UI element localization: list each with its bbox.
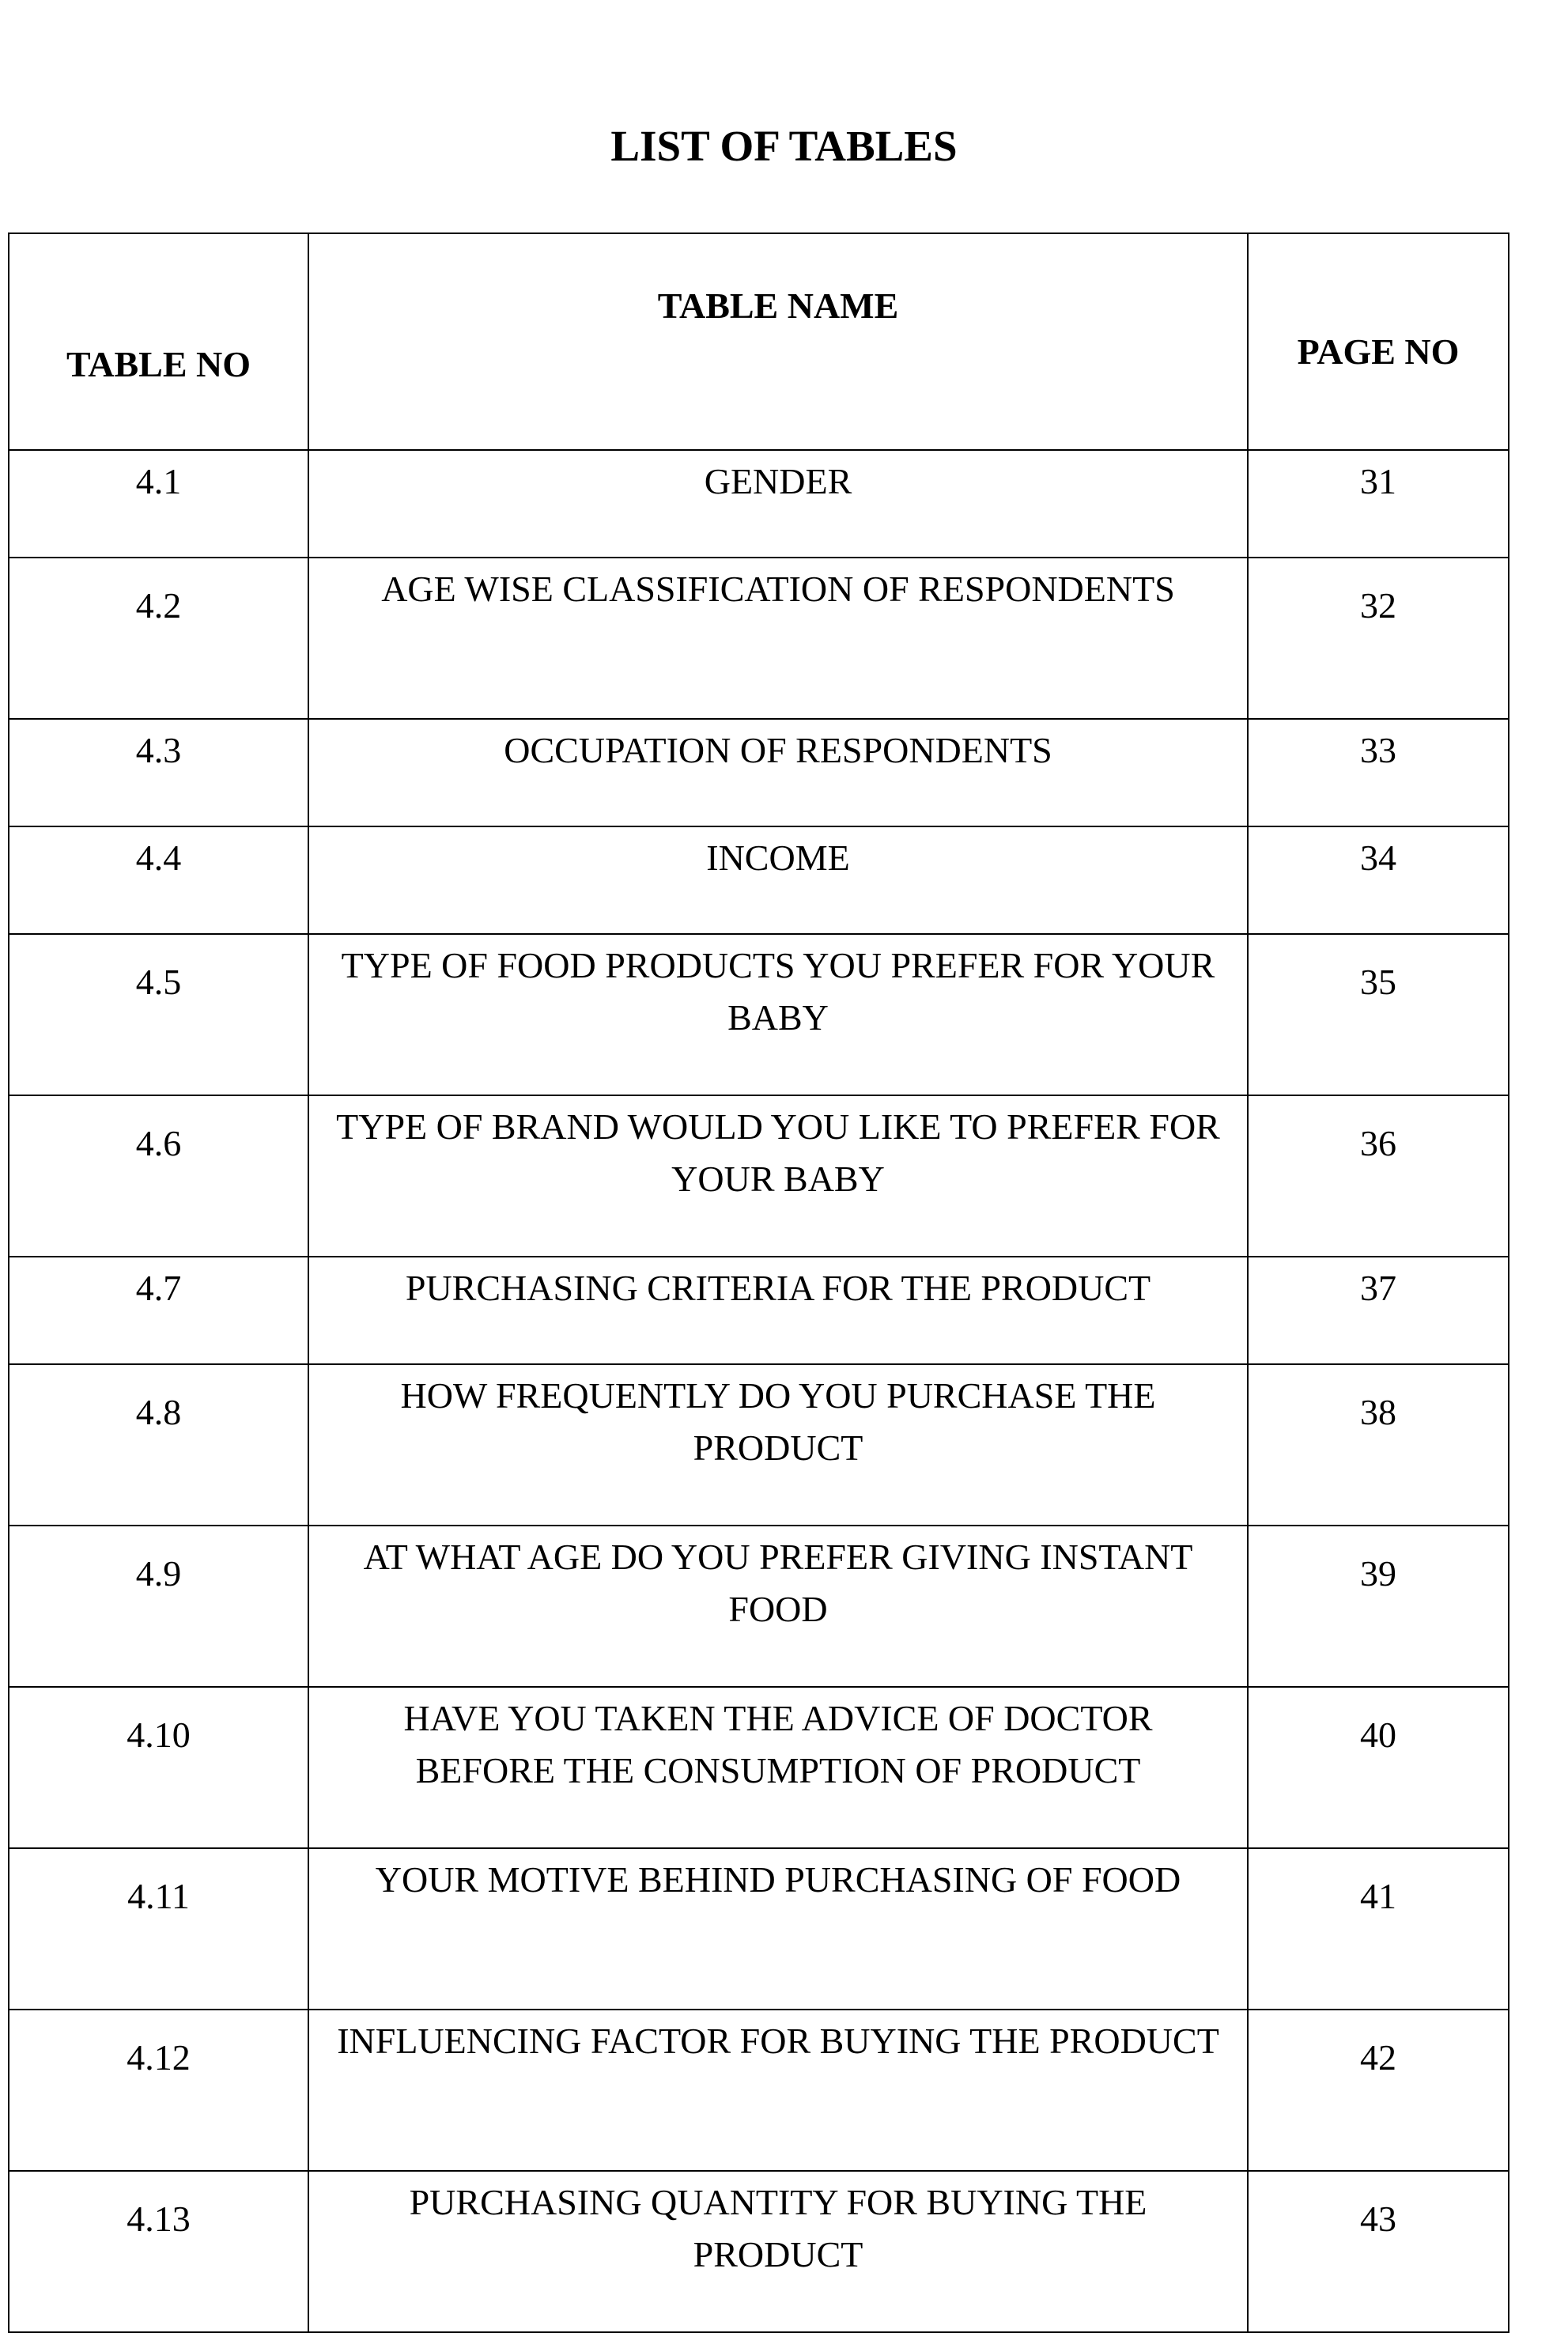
table-row (9, 1257, 1509, 1364)
page-title: LIST OF TABLES (610, 122, 958, 170)
list-of-tables (8, 233, 1509, 2333)
table-name (308, 2171, 1248, 2332)
table-row (9, 558, 1509, 719)
table-name-text: HAVE YOU TAKEN THE ADVICE OF DOCTOR BEFORE THE CONSUMPTION OF PRODUCT (403, 1698, 1153, 1790)
page-number: 42 (1248, 2010, 1509, 2171)
table-row (9, 719, 1509, 826)
table-number: 4.11 (9, 1848, 308, 2010)
table-name-text: YOUR MOTIVE BEHIND PURCHASING OF FOOD (375, 1859, 1181, 1900)
table-name (308, 934, 1248, 1095)
header-row (9, 233, 1509, 450)
table-row (9, 1848, 1509, 2010)
table-name-text: OCCUPATION OF RESPONDENTS (504, 730, 1052, 770)
table-row (9, 1364, 1509, 1526)
table-name-text: PURCHASING QUANTITY FOR BUYING THE PRODUCT (409, 2182, 1147, 2274)
table-name-text: TYPE OF BRAND WOULD YOU LIKE TO PREFER FOR YOUR BABY (336, 1106, 1220, 1199)
table-number: 4.13 (9, 2171, 308, 2332)
table-name (308, 1364, 1248, 1526)
table-row (9, 2010, 1509, 2171)
table-name (308, 1095, 1248, 1257)
header-table-no-label: TABLE NO (66, 344, 251, 384)
table-row (9, 2171, 1509, 2332)
page-number: 39 (1248, 1526, 1509, 1687)
table-name-text: INCOME (706, 838, 850, 878)
page-number: 38 (1248, 1364, 1509, 1526)
table-number: 4.9 (9, 1526, 308, 1687)
page-number: 31 (1248, 450, 1509, 558)
table-number: 4.5 (9, 934, 308, 1095)
header-table-no (9, 233, 308, 450)
table-name (308, 450, 1248, 558)
table-number: 4.10 (9, 1687, 308, 1848)
page-number: 43 (1248, 2171, 1509, 2332)
table-number: 4.1 (9, 450, 308, 558)
table-row (9, 1526, 1509, 1687)
page-number: 34 (1248, 826, 1509, 934)
table-row (9, 934, 1509, 1095)
table-number: 4.4 (9, 826, 308, 934)
table-row (9, 450, 1509, 558)
table-name (308, 1526, 1248, 1687)
table-name (308, 1848, 1248, 2010)
page-number: 37 (1248, 1257, 1509, 1364)
table-name (308, 558, 1248, 719)
table-row (9, 826, 1509, 934)
table-number: 4.3 (9, 719, 308, 826)
table-number: 4.2 (9, 558, 308, 719)
table-name (308, 719, 1248, 826)
table-name (308, 826, 1248, 934)
table-name-text: HOW FREQUENTLY DO YOU PURCHASE THE PRODUCT (400, 1375, 1156, 1468)
page-number: 32 (1248, 558, 1509, 719)
table-row (9, 1095, 1509, 1257)
page-number: 36 (1248, 1095, 1509, 1257)
table-name-text: TYPE OF FOOD PRODUCTS YOU PREFER FOR YOUR BABY (341, 945, 1215, 1038)
table-number: 4.6 (9, 1095, 308, 1257)
table-name-text: AT WHAT AGE DO YOU PREFER GIVING INSTANT FOOD (363, 1537, 1193, 1629)
header-table-name (308, 233, 1248, 450)
table-number: 4.7 (9, 1257, 308, 1364)
page-number: 41 (1248, 1848, 1509, 2010)
table-name-text: AGE WISE CLASSIFICATION OF RESPONDENTS (381, 569, 1175, 609)
table-name (308, 2010, 1248, 2171)
table-number: 4.8 (9, 1364, 308, 1526)
header-page-no-label: PAGE NO (1297, 331, 1460, 372)
header-page-no (1248, 233, 1509, 450)
table-name-text: PURCHASING CRITERIA FOR THE PRODUCT (405, 1268, 1151, 1308)
table-name-text: INFLUENCING FACTOR FOR BUYING THE PRODUCT (337, 2021, 1219, 2061)
header-table-name-label: TABLE NAME (657, 285, 899, 326)
page-number: 33 (1248, 719, 1509, 826)
page-number: 35 (1248, 934, 1509, 1095)
table-number: 4.12 (9, 2010, 308, 2171)
page-number: 40 (1248, 1687, 1509, 1848)
table-name (308, 1687, 1248, 1848)
table-row (9, 1687, 1509, 1848)
table-name (308, 1257, 1248, 1364)
table-name-text: GENDER (704, 461, 852, 501)
